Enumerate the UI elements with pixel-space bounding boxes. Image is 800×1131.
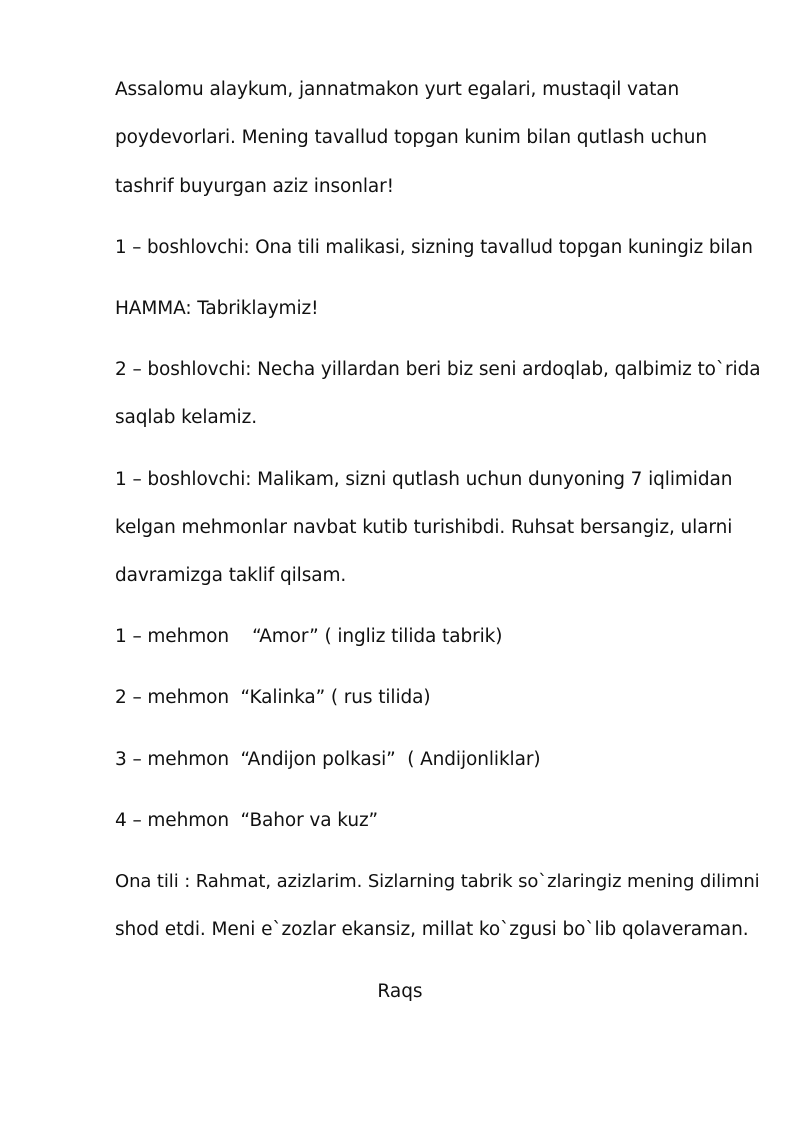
text-line: saqlab kelamiz. (115, 407, 257, 428)
closing-heading: Raqs (377, 981, 423, 1002)
text-line: 4 – mehmon “Bahor va kuz” (115, 810, 379, 831)
text-line: Ona tili : Rahmat, azizlarim. Sizlarning tabrik so`zlaringiz mening dilimni (115, 871, 760, 892)
text-line: 1 – boshlovchi: Malikam, sizni qutlash uchun dunyoning 7 iqlimidan (115, 469, 733, 490)
text-line: tashrif buyurgan aziz insonlar! (115, 176, 394, 197)
text-line: shod etdi. Meni e`zozlar ekansiz, millat ko`zgusi bo`lib qolaveraman. (115, 919, 749, 940)
text-line: 2 – mehmon “Kalinka” ( rus tilida) (115, 687, 431, 708)
text-line: 1 – mehmon “Amor” ( ingliz tilida tabrik) (115, 626, 503, 647)
text-line: Assalomu alaykum, jannatmakon yurt egalari, mustaqil vatan (115, 79, 680, 100)
text-line: davramizga taklif qilsam. (115, 565, 347, 586)
text-line: 1 – boshlovchi: Ona tili malikasi, sizning tavallud topgan kuningiz bilan (115, 237, 753, 258)
text-line: poydevorlari. Mening tavallud topgan kunim bilan qutlash uchun (115, 127, 707, 148)
text-line: kelgan mehmonlar navbat kutib turishibdi. Ruhsat bersangiz, ularni (115, 517, 733, 538)
text-line: 3 – mehmon “Andijon polkasi” ( Andijonliklar) (115, 749, 541, 770)
text-line: HAMMA: Tabriklaymiz! (115, 298, 319, 319)
text-line: 2 – boshlovchi: Necha yillardan beri biz seni ardoqlab, qalbimiz to`rida (115, 359, 761, 380)
